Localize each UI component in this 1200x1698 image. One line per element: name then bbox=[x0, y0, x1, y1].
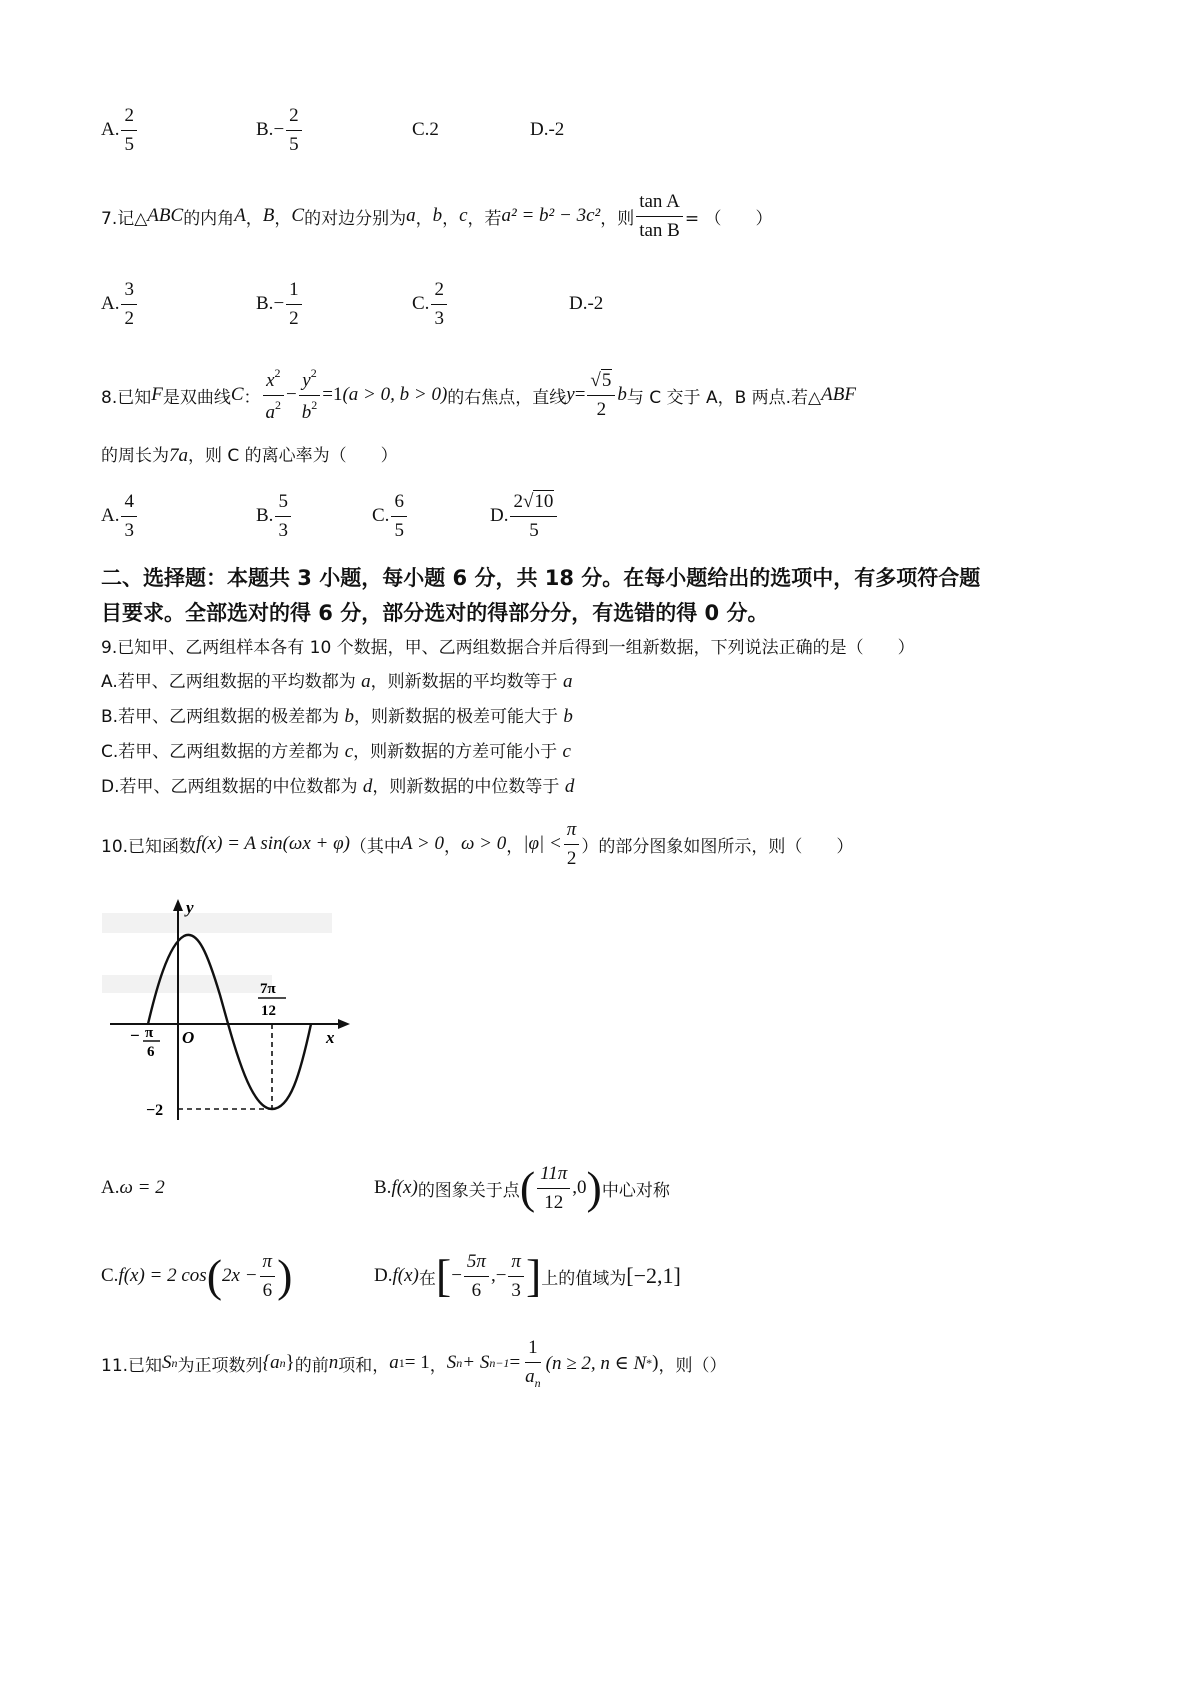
q8-option-b[interactable]: B. $\frac{5}{3}$ bbox=[256, 490, 372, 543]
q8-stem: 8.已知 F 是双曲线 C ： $\frac{x^2}{a^2}$ − $\frac{y^2}{b^2}$ =1 (a > 0, b > 0) 的右焦点，直线 y = $\frac{√5}{2}$ b 与 C 交于 A，B 两点.若△ ABF bbox=[101, 366, 856, 423]
q9-option-a[interactable]: A.若甲、乙两组数据的平均数都为 a，则新数据的平均数等于 a bbox=[101, 671, 573, 692]
q9-option-d[interactable]: D.若甲、乙两组数据的中位数都为 d，则新数据的中位数等于 d bbox=[101, 776, 575, 797]
q9-option-b[interactable]: B.若甲、乙两组数据的极差都为 b，则新数据的极差可能大于 b bbox=[101, 706, 573, 727]
right-root-den: 12 bbox=[261, 1003, 276, 1019]
min-value-label: −2 bbox=[146, 1102, 164, 1119]
q8-options bbox=[101, 490, 559, 543]
q8-option-d[interactable]: D. $\frac{2√10}{5}$ bbox=[490, 490, 559, 543]
q10-sine-graph bbox=[100, 895, 360, 1130]
left-root-num: π bbox=[145, 1025, 154, 1041]
y-axis-label: y bbox=[186, 898, 194, 917]
q9-stem: 9.已知甲、乙两组样本各有 10 个数据，甲、乙两组数据合并后得到一组新数据，下列说法正确的是（ ） bbox=[101, 638, 915, 658]
q7-stem: 7.记△ ABC 的内角 A ， B ， C 的对边分别为 a ， b ， c ，若 a² = b² − 3c² ，则 $\frac{\text{tan A}}{\text{tan B}}$ = （ ） bbox=[101, 191, 773, 241]
q7-tan-fraction: $\frac{\text{tan A}}{\text{tan B}}$ bbox=[636, 190, 683, 243]
scan-artifact bbox=[102, 913, 332, 933]
q7-option-c[interactable]: C. $\frac{2}{3}$ bbox=[412, 278, 569, 331]
origin-label: O bbox=[182, 1028, 195, 1047]
q6-option-b[interactable]: B. − $\frac{2}{5}$ bbox=[256, 104, 412, 157]
q10-option-a[interactable]: A. ω = 2 bbox=[101, 1177, 165, 1199]
q6-option-a[interactable]: A. $\frac{2}{5}$ bbox=[101, 104, 256, 157]
q11-stem: 11.已知 S n 为正项数列 {a n } 的前 n 项和， a 1 = 1 ， S n + S n−1 = $\frac{1}{a_n}$ (n ≥ 2, n ∈ N * ) ，则（） bbox=[101, 1337, 727, 1390]
q7-equation: a² = b² − 3c² bbox=[501, 205, 601, 227]
q10-stem: 10.已知函数 f(x) = A sin(ωx + φ) （其中 A > 0 ， ω > 0 ， |φ| < $\frac{\pi}{2}$ ）的部分图象如图所示，则（ ） bbox=[101, 819, 854, 869]
q6-option-d[interactable]: D.-2 bbox=[530, 119, 565, 141]
left-root-den: 6 bbox=[147, 1044, 155, 1060]
q10-option-d[interactable]: D. f(x) 在 [ − $\frac{5\pi}{6}$ ,− $\frac{\pi}{3}$ ] 上的值域为 [−2,1] bbox=[374, 1250, 681, 1302]
fraction: $\frac{2}{5}$ bbox=[286, 104, 302, 157]
q8-option-a[interactable]: A. $\frac{4}{3}$ bbox=[101, 490, 256, 543]
sine-curve bbox=[148, 935, 311, 1109]
scan-artifact bbox=[102, 975, 272, 993]
x-axis-arrow-icon bbox=[338, 1019, 350, 1029]
right-root-num: 7π bbox=[260, 981, 276, 997]
q10-option-b[interactable]: B. f(x) 的图象关于点 ( $\frac{11\pi}{12}$ ,0 ) 中心对称 bbox=[374, 1162, 670, 1214]
q9-option-c[interactable]: C.若甲、乙两组数据的方差都为 c，则新数据的方差可能小于 c bbox=[101, 741, 571, 762]
q7-option-a[interactable]: A. $\frac{3}{2}$ bbox=[101, 278, 256, 331]
q7-option-b[interactable]: B. − $\frac{1}{2}$ bbox=[256, 278, 412, 331]
y-axis-arrow-icon bbox=[173, 899, 183, 911]
q8-stem-line2: 的周长为7a，则 C 的离心率为（ ） bbox=[101, 445, 398, 466]
section-2-heading-line1: 二、选择题：本题共 3 小题，每小题 6 分，共 18 分。在每小题给出的选项中，有多项符合题 bbox=[101, 566, 981, 590]
q6-option-c[interactable]: C.2 bbox=[412, 119, 439, 141]
left-root-sign: − bbox=[130, 1026, 140, 1045]
q10-options-row1 bbox=[101, 1162, 670, 1215]
x-axis-label: x bbox=[326, 1028, 335, 1047]
q10-options-row2 bbox=[101, 1250, 681, 1303]
q6-options bbox=[101, 104, 564, 157]
q7-option-d[interactable]: D.-2 bbox=[569, 293, 604, 315]
section-2-heading-line2: 目要求。全部选对的得 6 分，部分选对的得部分分，有选错的得 0 分。 bbox=[101, 601, 769, 625]
q8-option-c[interactable]: C. $\frac{6}{5}$ bbox=[372, 490, 490, 543]
q7-options bbox=[101, 278, 603, 331]
q10-option-c[interactable]: C. f(x) = 2 cos ( 2x − $\frac{\pi}{6}$ ) bbox=[101, 1250, 293, 1302]
fraction: $\frac{2}{5}$ bbox=[121, 104, 137, 157]
